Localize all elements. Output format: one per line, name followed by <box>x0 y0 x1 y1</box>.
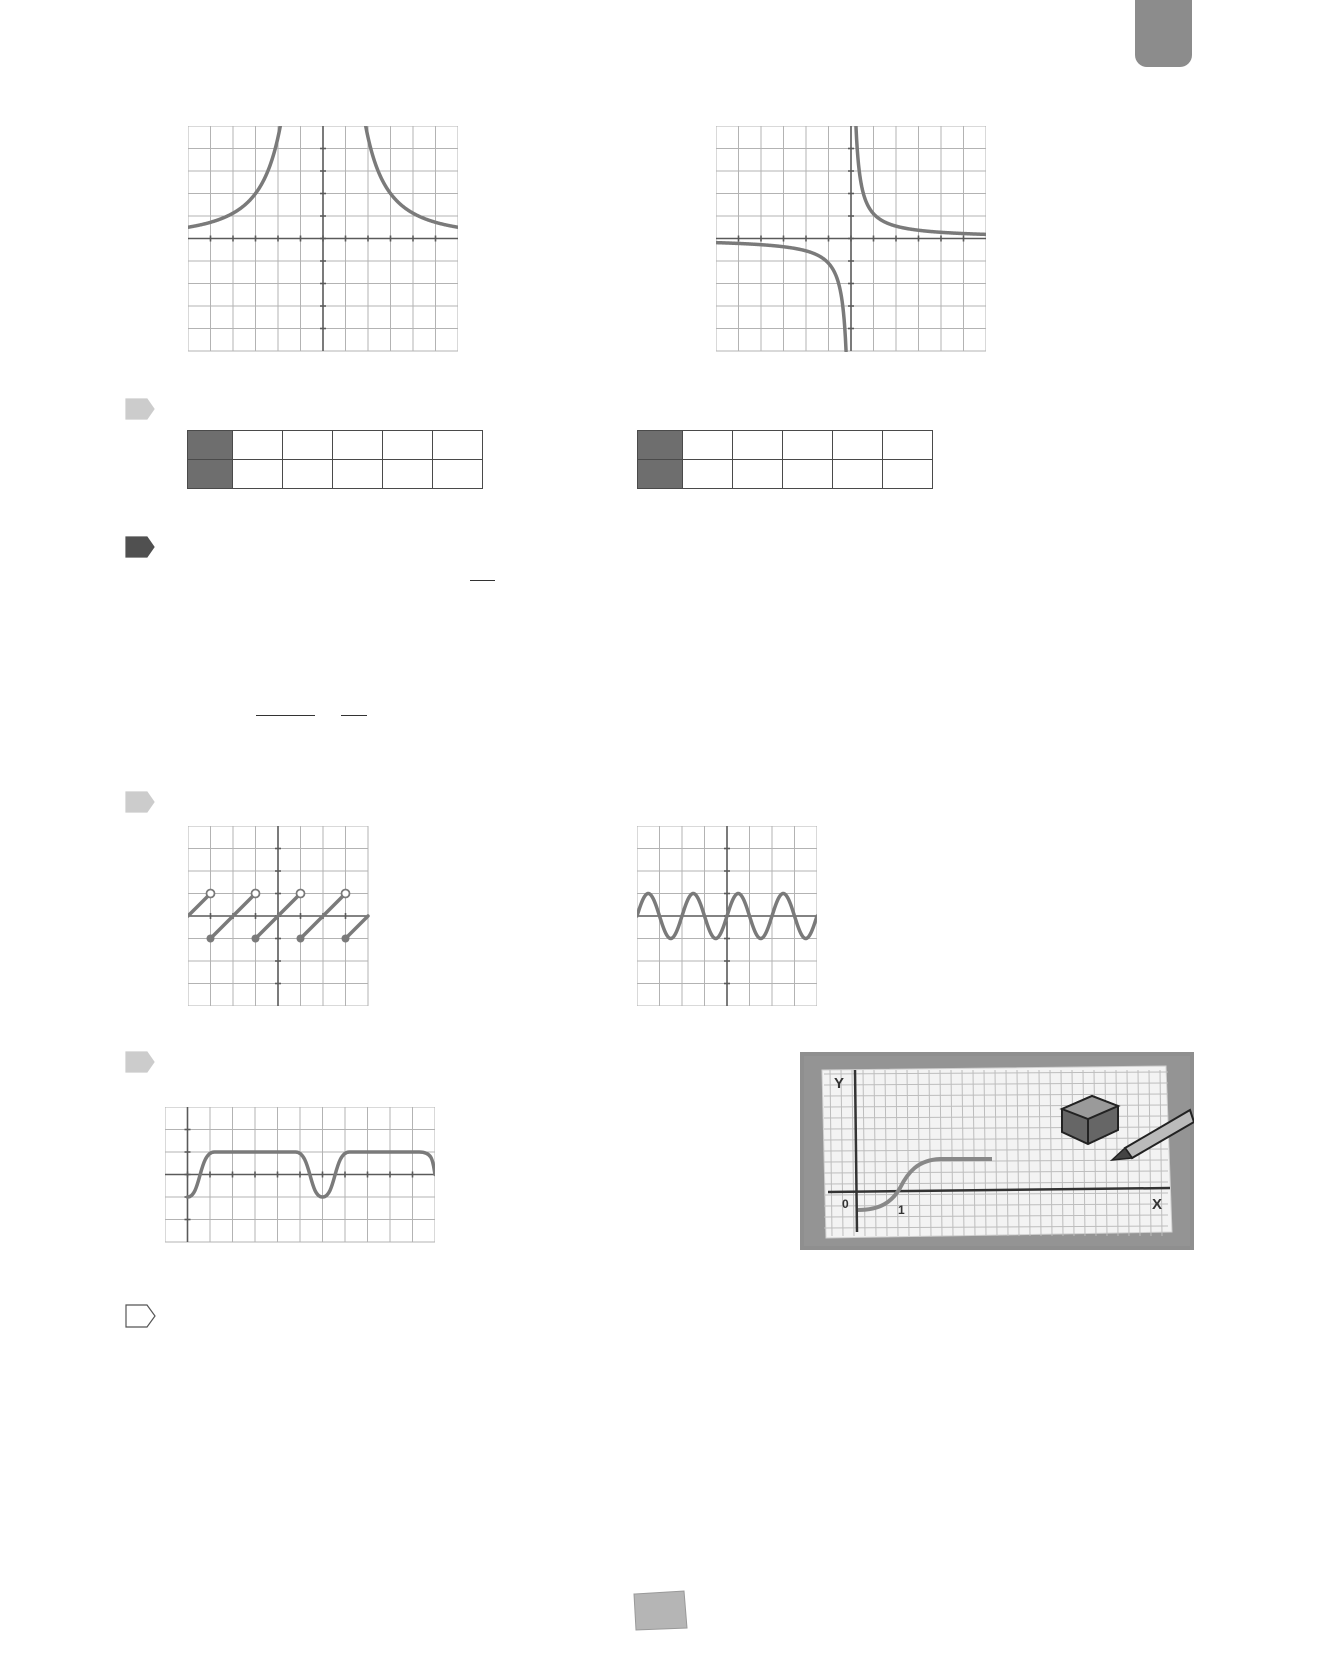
table-row-header <box>638 460 683 489</box>
sawtooth-segment <box>346 916 369 939</box>
value-table-right <box>637 430 933 489</box>
value-table-left <box>187 430 483 489</box>
table-cell <box>783 460 833 489</box>
page-number-tab <box>632 1590 688 1632</box>
table-cell <box>383 431 433 460</box>
sine-wave-graph <box>637 826 817 1006</box>
table-cell <box>383 460 433 489</box>
table-cell <box>833 460 883 489</box>
open-point <box>207 890 215 898</box>
page-tab <box>1135 0 1192 67</box>
series-line-left <box>188 126 280 227</box>
table-cell <box>783 431 833 460</box>
illustration-x-label: X <box>1152 1196 1163 1213</box>
table-cell <box>883 460 933 489</box>
graph-paper-illustration <box>800 1052 1194 1250</box>
fraction-bar <box>256 715 315 716</box>
open-point <box>297 890 305 898</box>
hyperbola-graph <box>716 126 986 352</box>
closed-point <box>342 935 350 943</box>
section-marker-3 <box>125 791 155 813</box>
periodic-plateau-graph <box>165 1107 435 1243</box>
table-row-header <box>638 431 683 460</box>
table-row-header <box>188 460 233 489</box>
table-cell <box>683 460 733 489</box>
section-marker-1 <box>125 398 155 420</box>
sawtooth-graph <box>188 826 370 1006</box>
table-row-header <box>188 431 233 460</box>
fraction-bar <box>341 715 367 716</box>
table-cell <box>883 431 933 460</box>
section-marker-2 <box>125 536 155 558</box>
table-row <box>188 460 483 489</box>
illustration-origin-label: 0 <box>842 1197 849 1211</box>
section-marker-5 <box>125 1304 157 1328</box>
section-marker-4 <box>125 1051 155 1073</box>
fraction-bar <box>470 580 495 581</box>
table-cell <box>833 431 883 460</box>
table-cell <box>683 431 733 460</box>
table-cell <box>283 431 333 460</box>
closed-point <box>252 935 260 943</box>
illustration-y-label: Y <box>834 1075 845 1092</box>
table-cell <box>733 431 783 460</box>
table-cell <box>283 460 333 489</box>
series-line-left <box>716 243 846 351</box>
table-row <box>638 431 933 460</box>
table-cell <box>333 431 383 460</box>
series-line-right <box>366 126 458 227</box>
closed-point <box>207 935 215 943</box>
table-cell <box>333 460 383 489</box>
table-row <box>188 431 483 460</box>
table-cell <box>233 460 283 489</box>
table-cell <box>233 431 283 460</box>
open-point <box>342 890 350 898</box>
series-line-right <box>856 126 986 234</box>
table-cell <box>433 431 483 460</box>
open-point <box>252 890 260 898</box>
table-cell <box>733 460 783 489</box>
illustration-tick-label: 1 <box>898 1203 905 1217</box>
hyperbola-symmetric-graph <box>188 126 458 352</box>
closed-point <box>297 935 305 943</box>
table-cell <box>433 460 483 489</box>
table-row <box>638 460 933 489</box>
